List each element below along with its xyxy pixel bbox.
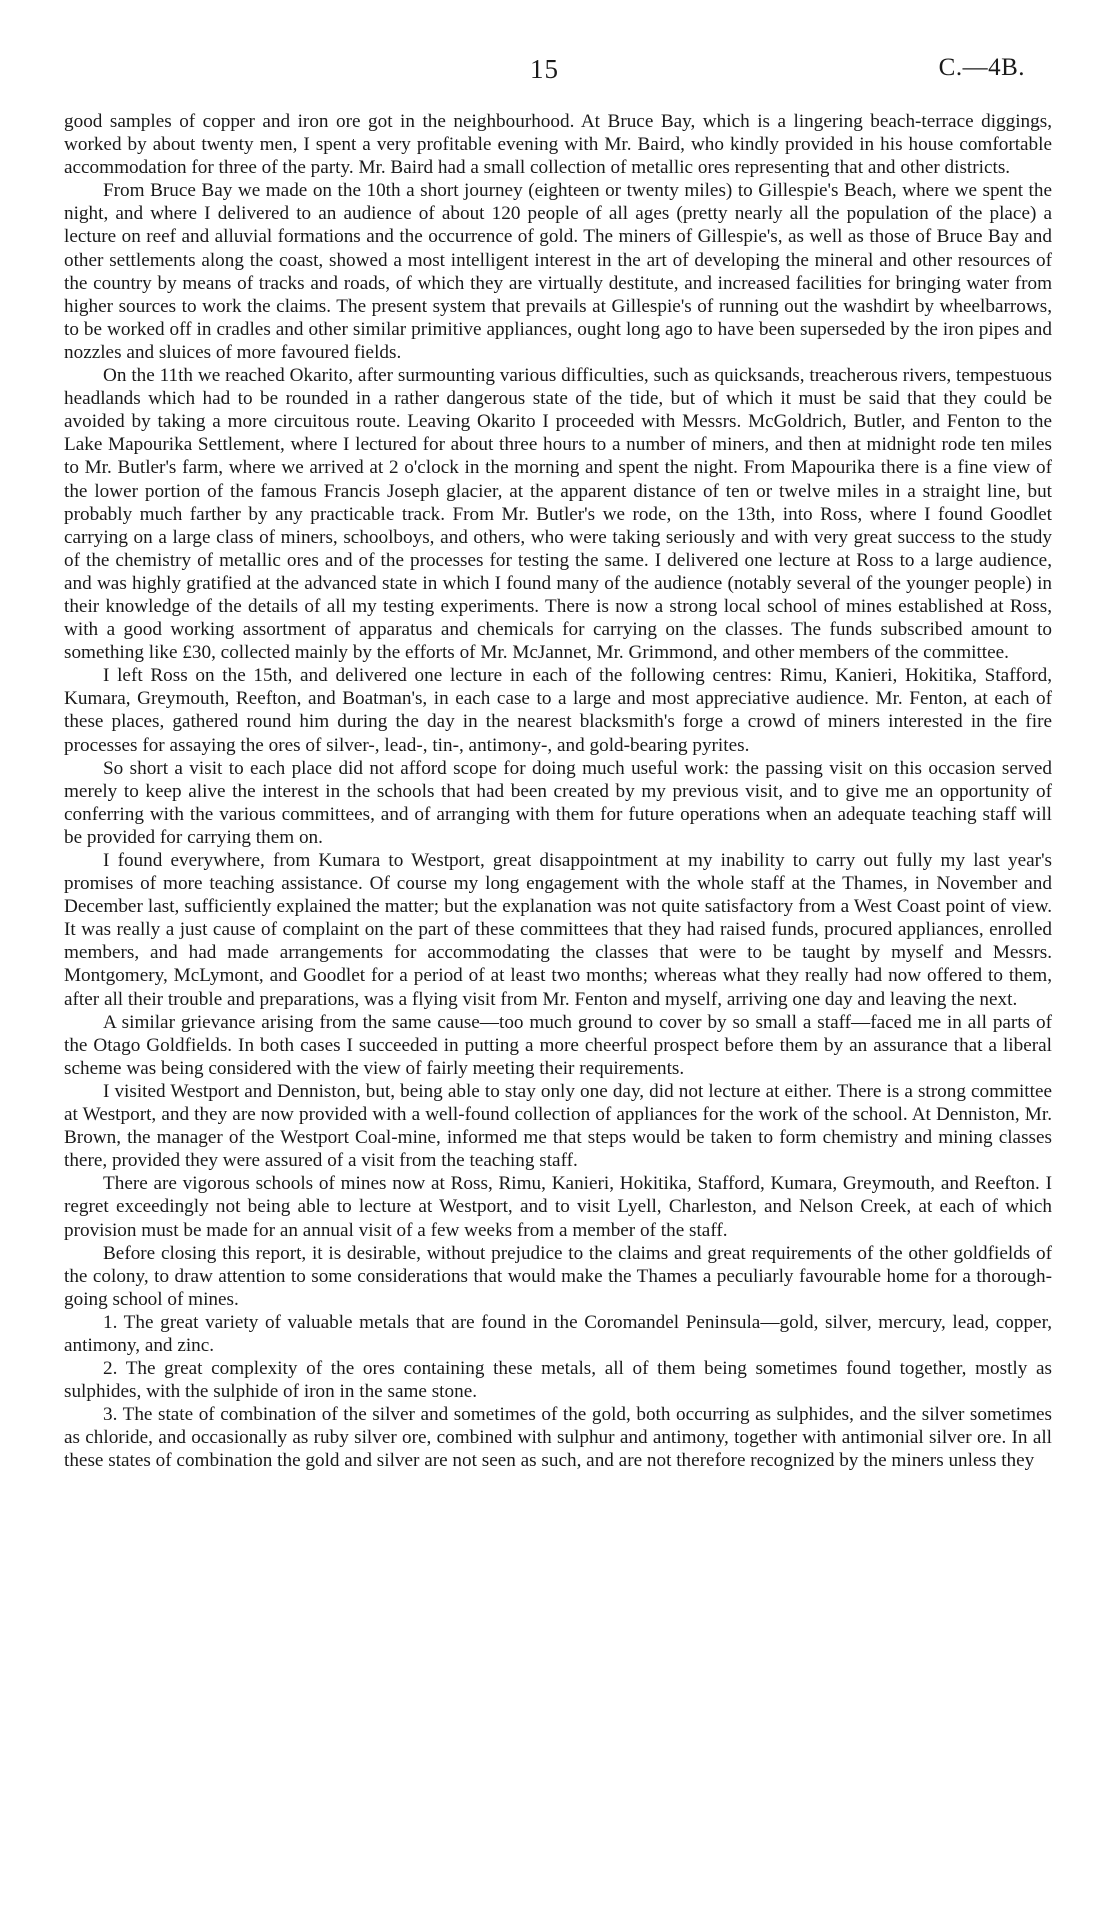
paragraph-9: There are vigorous schools of mines now at Ross, Rimu, Kanieri, Hokitika, Stafford, Kumara, Greymouth, and Reefton. I regret exceedingly not being able to lecture at Westport, and to visit Lyell, Charleston, and Nelson Creek, at each of which provision must be made for an annual visit of a few weeks from a member of the staff. [64,1173,1052,1241]
paragraph-6: I found everywhere, from Kumara to Westport, great disappointment at my inability to carry out fully my last year's promises of more teaching assistance. Of course my long engagement with the whole staff at the Thames, in November and December last, sufficiently explained the matter; but the explanation was not quite satisfactory from a West Coast point of view. It was really a just cause of complaint on the part of these committees that they had raised funds, procured appliances, enrolled members, and had made arrangements for accommodating the classes that were to be taught by myself and Messrs. Montgomery, McLymont, and Goodlet for a period of at least two months; whereas what they really had now offered to them, after all their trouble and preparations, was a flying visit from Mr. Fenton and myself, arriving one day and leaving the next. [64,850,1052,1010]
paragraph-1: good samples of copper and iron ore got in the neighbourhood. At Bruce Bay, which is a lingering beach-terrace diggings, worked by about twenty men, I spent a very profitable evening with Mr. Baird, who kindly provided in his house comfortable accommodation for three of the party. Mr. Baird had a small collection of metallic ores representing that and other districts. [64,111,1052,179]
paragraph-5: So short a visit to each place did not afford scope for doing much useful work: the passing visit on this occasion served merely to keep alive the interest in the schools that had been created by my previous visit, and to give me an opportunity of conferring with the various committees, and of arranging with them for future operations when an adequate teaching staff will be provided for carrying them on. [64,757,1052,848]
paragraph-8: I visited Westport and Denniston, but, being able to stay only one day, did not lecture at either. There is a strong committee at Westport, and they are now provided with a well-found collection of appliances for the work of the school. At Denniston, Mr. Brown, the manager of the Westport Coal-mine, informed me that steps would be taken to form chemistry and mining classes there, provided they were assured of a visit from the teaching staff. [64,1080,1052,1172]
paragraph-10: Before closing this report, it is desirable, without prejudice to the claims and great requirements of the other goldfields of the colony, to draw attention to some considerations that would make the Thames a peculiarly favourable home for a thorough-going school of mines. [64,1242,1052,1310]
page-header [0,54,1114,94]
paragraph-2: From Bruce Bay we made on the 10th a short journey (eighteen or twenty miles) to Gillespie's Beach, where we spent the night, and where I delivered to an audience of about 120 people of all ages (pretty nearly all the population of the place) a lecture on reef and alluvial formations and the occurrence of gold. The miners of Gillespie's, as well as those of Bruce Bay and other settlements along the coast, showed a most intelligent interest in the art of developing the mineral and other resources of the country by means of tracks and roads, of which they are virtually destitute, and increased facilities for bringing water from higher sources to work the claims. The present system that prevails at Gillespie's of running out the washdirt by wheelbarrows, to be worked off in cradles and other similar primitive appliances, ought long ago to have been superseded by the iron pipes and nozzles and sluices of more favoured fields. [64,180,1052,363]
list-item-3: 3. The state of combination of the silver and sometimes of the gold, both occurring as sulphides, and the silver sometimes as chloride, and occasionally as ruby silver ore, combined with sulphur and antimony, together with antimonial silver ore. In all these states of combination the gold and silver are not seen as such, and are not therefore recognized by the miners unless they [64,1404,1052,1472]
document-reference: C.—4B. [938,54,1025,81]
list-item-1: 1. The great variety of valuable metals that are found in the Coromandel Peninsula—gold, silver, mercury, lead, copper, antimony, and zinc. [64,1311,1052,1356]
paragraph-7: A similar grievance arising from the same cause—too much ground to cover by so small a staff—faced me in all parts of the Otago Goldfields. In both cases I succeeded in putting a more cheerful prospect before them by an assurance that a liberal scheme was being considered with the view of fairly meeting their requirements. [64,1011,1052,1079]
report-body [64,110,1052,1473]
list-item-2: 2. The great complexity of the ores containing these metals, all of them being sometimes found together, mostly as sulphides, with the sulphide of iron in the same stone. [64,1358,1052,1403]
page-number: 15 [530,54,559,84]
paragraph-4: I left Ross on the 15th, and delivered one lecture in each of the following centres: Rimu, Kanieri, Hokitika, Stafford, Kumara, Greymouth, Reefton, and Boatman's, in each case to a large and most appreciative audience. Mr. Fenton, at each of these places, gathered round him during the day in the nearest blacksmith's forge a crowd of miners interested in the fire processes for assaying the ores of silver-, lead-, tin-, antimony-, and gold-bearing pyrites. [64,665,1052,756]
paragraph-3: On the 11th we reached Okarito, after surmounting various difficulties, such as quicksands, treacherous rivers, tempestuous headlands which had to be rounded in a rather dangerous state of the tide, but of which it must be said that they could be avoided by taking a more circuitous route. Leaving Okarito I proceeded with Messrs. McGoldrich, Butler, and Fenton to the Lake Mapourika Settlement, where I lectured for about three hours to a number of miners, and then at midnight rode ten miles to Mr. Butler's farm, where we arrived at 2 o'clock in the morning and spent the night. From Mapourika there is a fine view of the lower portion of the famous Francis Joseph glacier, at the apparent distance of ten or twelve miles in a straight line, but probably much farther by any practicable track. From Mr. Butler's we rode, on the 13th, into Ross, where I found Goodlet carrying on a large class of miners, schoolboys, and others, who were taking seriously and with very great success to the study of the chemistry of metallic ores and of the processes for testing the same. I delivered one lecture at Ross to a large audience, and was highly gratified at the advanced state in which I found many of the audience (notably several of the younger people) in their knowledge of the details of all my testing experiments. There is now a strong local school of mines established at Ross, with a good working assortment of apparatus and chemicals for carrying on the classes. The funds subscribed amount to something like £30, collected mainly by the efforts of Mr. McJannet, Mr. Grimmond, and other members of the committee. [64,365,1052,664]
